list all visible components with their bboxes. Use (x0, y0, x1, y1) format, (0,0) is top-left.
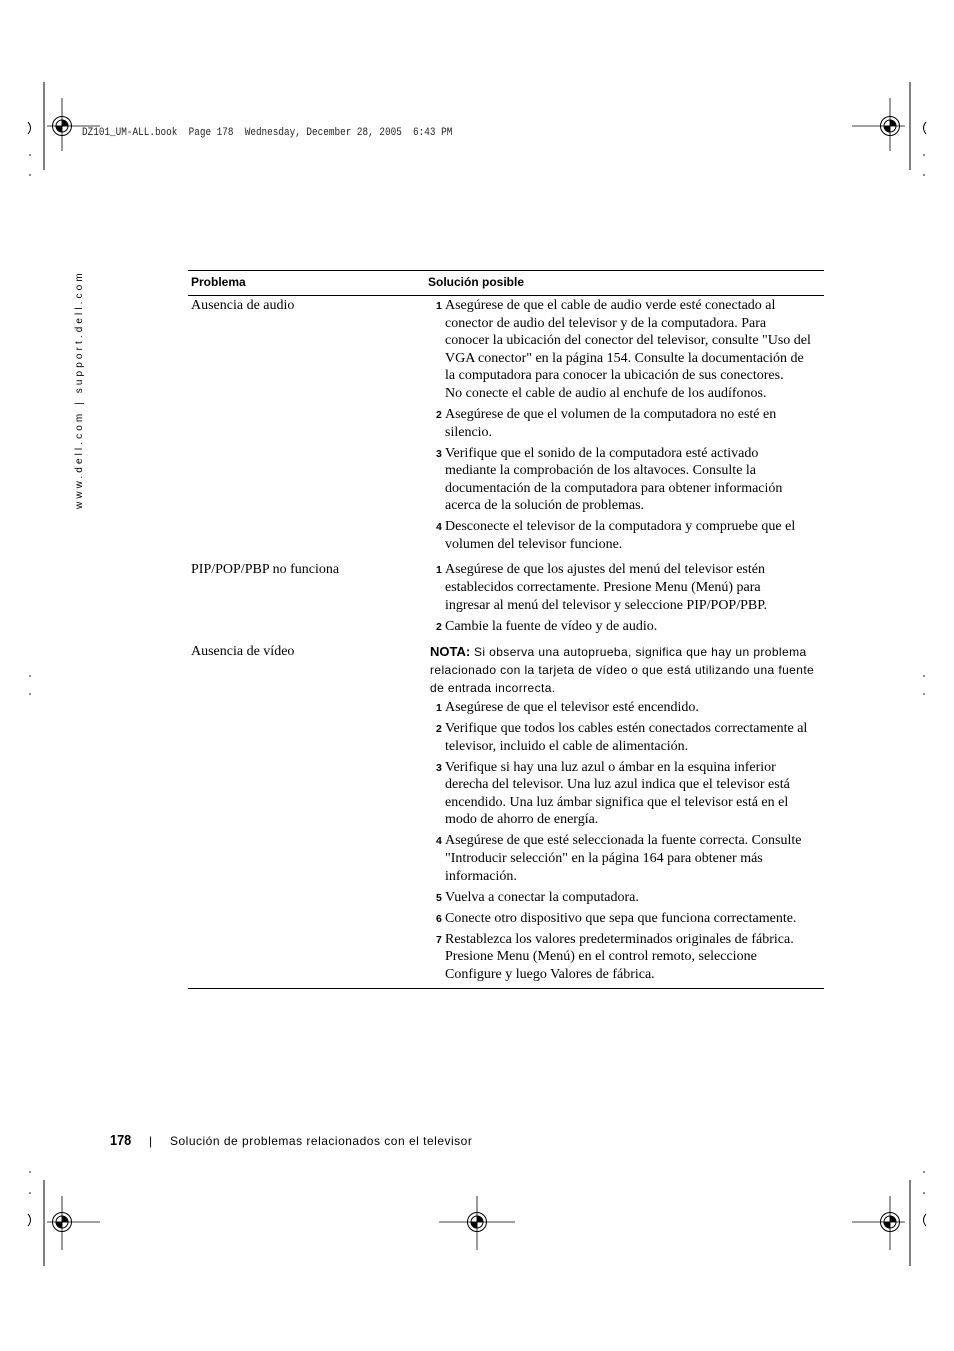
column-header-solution: Solución posible (428, 275, 525, 289)
step-number: 2 (436, 723, 442, 736)
print-slug: DZ101_UM-ALL.book Page 178 Wednesday, December 28, 2005 6:43 PM (82, 127, 453, 139)
registration-mark-bottom-center (439, 1196, 515, 1250)
note-text-line: de entrada incorrecta. (430, 681, 556, 696)
step-text-line: derecha del televisor. Una luz azul indica que el televisor está (445, 777, 790, 793)
solution-step (428, 618, 824, 636)
step-number: 2 (436, 408, 442, 421)
step-text-line: televisor, incluido el cable de alimentación. (445, 738, 689, 754)
solution-step (428, 889, 824, 907)
step-number: 3 (436, 447, 442, 460)
solution-step (428, 832, 824, 885)
step-number: 3 (436, 761, 442, 774)
problem-label: Ausencia de vídeo (191, 644, 295, 660)
footer-separator: | (149, 1134, 153, 1148)
step-text-line: Asegúrese de que el volumen de la computadora no esté en (445, 406, 777, 422)
table-row (188, 642, 824, 988)
note-text-line: relacionado con la tarjeta de vídeo o que está utilizando una fuente (430, 663, 815, 678)
step-text-line: acerca de la solución de problemas. (445, 498, 645, 514)
problem-label: Ausencia de audio (191, 298, 295, 313)
step-number: 6 (436, 912, 442, 925)
step-number: 5 (436, 891, 442, 904)
step-text-line: documentación de la computadora para obtener información (445, 480, 783, 496)
solution-step (428, 931, 824, 984)
solution-step (428, 561, 824, 614)
step-text-line: conocer la ubicación del conector del televisor, consulte "Uso del (445, 333, 811, 349)
step-text-line: Asegúrese de que el cable de audio verde esté conectado al (445, 298, 776, 313)
solution-step (428, 720, 824, 755)
step-text-line: volumen del televisor funcione. (445, 536, 623, 552)
step-number: 2 (436, 620, 442, 633)
step-text-line: modo de ahorro de energía. (445, 812, 599, 828)
troubleshooting-table (188, 270, 824, 989)
registration-mark-bottom-right (852, 1196, 905, 1250)
solution-step (428, 759, 824, 829)
solution-cell (428, 643, 824, 983)
step-number: 7 (436, 933, 442, 946)
step-text-line: Asegúrese de que esté seleccionada la fuente correcta. Consulte (445, 833, 802, 849)
step-number: 1 (436, 564, 442, 577)
note-text: Si observa una autoprueba, significa que hay un problema (473, 645, 807, 660)
step-text-line: Restablezca los valores predeterminados originales de fábrica. (445, 931, 794, 947)
step-text-line: Configure y luego Valores de fábrica. (445, 966, 655, 982)
step-text-line: Cambie la fuente de vídeo y de audio. (445, 618, 658, 634)
registration-mark-bottom-left (47, 1196, 100, 1250)
step-number: 4 (436, 521, 442, 534)
step-text-line: Verifique que todos los cables estén conectados correctamente al (445, 721, 808, 737)
step-text-line: la computadora para conocer la ubicación de sus conectores. (445, 368, 784, 384)
step-text-line: mediante la comprobación de los altavoces. Consulte la (445, 463, 757, 479)
step-text-line: Vuelva a conectar la computadora. (445, 889, 639, 905)
registration-mark-top-left (47, 98, 100, 151)
step-text-line: silencio. (445, 424, 493, 440)
solution-step (428, 297, 824, 403)
problem-label: PIP/POP/PBP no funciona (191, 562, 340, 578)
step-text-line: Verifique que el sonido de la computadora esté activado (445, 445, 759, 461)
step-text-line: Desconecte el televisor de la computadora y compruebe que el (445, 519, 796, 535)
solution-cell (428, 561, 824, 635)
solution-step (428, 445, 824, 515)
step-text-line: Verifique si hay una luz azul o ámbar en la esquina inferior (445, 759, 776, 775)
page-number: 178 (110, 1132, 132, 1149)
step-text-line: información. (445, 868, 517, 884)
table-row (188, 560, 824, 642)
step-text-line: ingresar al menú del televisor y seleccione PIP/POP/PBP. (445, 597, 767, 613)
side-url-text: www.dell.com | support.dell.com (74, 270, 85, 509)
step-text-line: establecidos correctamente. Presione Menu (Menú) para (445, 580, 761, 596)
note-block (428, 643, 824, 697)
note-text-line (430, 643, 824, 661)
step-number: 1 (436, 300, 442, 312)
step-number: 1 (436, 702, 442, 715)
registration-mark-top-right (852, 98, 905, 151)
solution-step (428, 699, 824, 717)
step-text-line: Asegúrese de que los ajustes del menú del televisor estén (445, 562, 765, 578)
step-text-line: Presione Menu (Menú) en el control remoto, seleccione (445, 949, 757, 965)
step-text-line: encendido. Una luz ámbar significa que el televisor está en el (445, 794, 789, 810)
table-row (188, 296, 824, 560)
solution-step (428, 406, 824, 441)
step-text-line: Asegúrese de que el televisor esté encendido. (445, 700, 699, 716)
step-text-line: conector de audio del televisor y de la computadora. Para (445, 315, 767, 331)
step-text-line: VGA conector" en la página 154. Consulte la documentación de (445, 350, 804, 366)
step-number: 4 (436, 835, 442, 848)
column-header-problem: Problema (191, 275, 246, 289)
note-label: NOTA: (430, 644, 471, 660)
step-text-line: Conecte otro dispositivo que sepa que funciona correctamente. (445, 910, 797, 926)
footer-section-title: Solución de problemas relacionados con el televisor (170, 1134, 473, 1148)
solution-step (428, 518, 824, 553)
step-text-line: No conecte el cable de audio al enchufe de los audífonos. (445, 385, 767, 401)
step-text-line: "Introducir selección" en la página 164 para obtener más (445, 851, 763, 867)
solution-step (428, 910, 824, 928)
solution-cell (428, 297, 824, 553)
table-header (188, 271, 824, 296)
